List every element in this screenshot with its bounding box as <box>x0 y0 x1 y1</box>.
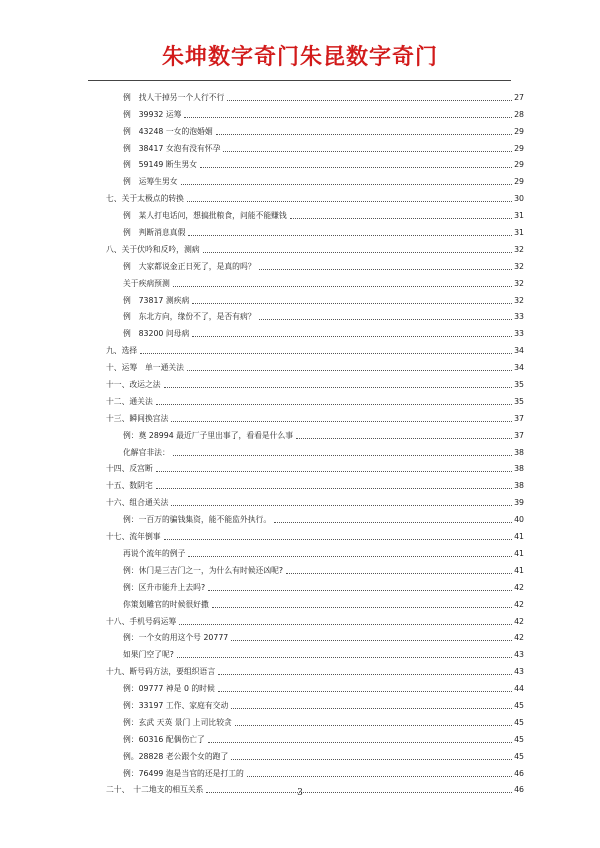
toc-entry-label: 例 某人打电话问，想搞批粮食，问能不能赚钱 <box>123 211 287 221</box>
dot-leader <box>184 116 512 118</box>
toc-entry[interactable] <box>106 745 524 762</box>
toc-entry[interactable] <box>106 137 524 154</box>
dot-leader <box>188 234 512 236</box>
toc-entry-label: 例 38417 女泡有没有怀孕 <box>123 143 221 153</box>
toc-entry-page: 30 <box>514 194 524 204</box>
toc-entry-page: 32 <box>514 295 524 305</box>
dot-leader <box>171 504 512 506</box>
toc-entry-label: 例 39932 运筹 <box>123 109 182 119</box>
toc-entry-page: 40 <box>514 515 524 525</box>
dot-leader <box>188 555 512 557</box>
toc-entry[interactable] <box>106 525 524 542</box>
dot-leader <box>164 386 512 388</box>
toc-entry[interactable] <box>106 762 524 779</box>
toc-entry-page: 35 <box>514 396 524 406</box>
toc-entry-label: 例 判断消息真假 <box>123 228 186 238</box>
dot-leader <box>290 217 512 219</box>
toc-entry-page: 32 <box>514 261 524 271</box>
dot-leader <box>173 285 512 287</box>
toc-entry-page: 45 <box>514 751 524 761</box>
toc-entry-page: 41 <box>514 548 524 558</box>
toc-entry-label: 例 找人干掉另一个人行不行 <box>123 92 225 102</box>
toc-entry-label: 如果门空了呢? <box>123 650 174 660</box>
header-rule <box>88 80 511 81</box>
toc-entry-label: 例 大家都说金正日死了，是真的吗？ <box>123 261 256 271</box>
toc-entry-page: 37 <box>514 413 524 423</box>
toc-entry-label: 十七、流年倒事 <box>106 532 161 542</box>
toc-entry-label: 例：一个女的用这个号 20777 <box>123 633 229 643</box>
dot-leader <box>274 521 512 523</box>
toc-entry-page: 42 <box>514 599 524 609</box>
toc-entry[interactable] <box>106 474 524 491</box>
toc-entry[interactable] <box>106 356 524 373</box>
toc-entry-label: 关于疾病预测 <box>123 278 170 288</box>
toc-entry[interactable] <box>106 306 524 323</box>
toc-entry-label: 十三、瞬间换宫法 <box>106 413 169 423</box>
dot-leader <box>231 707 512 709</box>
dot-leader <box>181 183 512 185</box>
dot-leader <box>179 623 512 625</box>
toc-entry-label: 例 73817 测疾病 <box>123 295 190 305</box>
toc-entry[interactable] <box>106 458 524 475</box>
dot-leader <box>286 572 512 574</box>
page-number: 3 <box>297 788 303 798</box>
toc-entry-label: 二十、 十二地支的相互关系 <box>106 785 204 795</box>
dot-leader <box>156 487 512 489</box>
dot-leader <box>212 606 512 608</box>
toc-entry[interactable] <box>106 643 524 660</box>
toc-entry[interactable] <box>106 424 524 441</box>
toc-entry-label: 例：60316 配偶伤亡了 <box>123 734 205 744</box>
dot-leader <box>216 133 512 135</box>
toc-entry-page: 41 <box>514 532 524 542</box>
toc-entry[interactable] <box>106 677 524 694</box>
dot-leader <box>171 420 512 422</box>
toc-entry-page: 42 <box>514 582 524 592</box>
toc-entry[interactable] <box>106 491 524 508</box>
toc-entry-page: 45 <box>514 717 524 727</box>
toc-entry-page: 35 <box>514 380 524 390</box>
dot-leader <box>296 437 512 439</box>
dot-leader <box>231 758 512 760</box>
dot-leader <box>218 690 512 692</box>
toc-entry[interactable] <box>106 508 524 525</box>
toc-entry-page: 39 <box>514 498 524 508</box>
toc-entry-label: 十九、断号码方法，要组织语言 <box>106 667 216 677</box>
toc-entry-page: 29 <box>514 160 524 170</box>
toc-entry-page: 46 <box>514 785 524 795</box>
dot-leader <box>259 318 512 320</box>
toc-entry-page: 43 <box>514 650 524 660</box>
toc-entry-page: 38 <box>514 447 524 457</box>
dot-leader <box>235 724 512 726</box>
toc-entry-page: 45 <box>514 734 524 744</box>
toc-entry-label: 九、选择 <box>106 346 138 356</box>
toc-entry-label: 例。28828 老公跟个女的跑了 <box>123 751 229 761</box>
toc-entry[interactable] <box>106 542 524 559</box>
toc-entry[interactable] <box>106 559 524 576</box>
toc-entry-label: 例 运筹生男女 <box>123 177 178 187</box>
dot-leader <box>247 775 512 777</box>
toc-entry[interactable] <box>106 86 524 103</box>
dot-leader <box>208 589 512 591</box>
toc-entry[interactable] <box>106 187 524 204</box>
dot-leader <box>231 639 512 641</box>
toc-entry-page: 32 <box>514 244 524 254</box>
toc-entry-label: 十、运筹 单一通关法 <box>106 363 184 373</box>
toc-entry[interactable] <box>106 390 524 407</box>
dot-leader <box>218 673 512 675</box>
toc-entry-page: 43 <box>514 667 524 677</box>
toc-entry-label: 十八、手机号码运筹 <box>106 616 177 626</box>
toc-entry[interactable] <box>106 694 524 711</box>
toc-entry[interactable] <box>106 170 524 187</box>
toc-entry-label: 化解官非法： <box>123 447 170 457</box>
dot-leader <box>192 302 512 304</box>
toc-entry-label: 十二、通关法 <box>106 396 153 406</box>
toc-entry-page: 37 <box>514 430 524 440</box>
dot-leader <box>259 268 512 270</box>
toc-entry[interactable] <box>106 322 524 339</box>
toc-entry[interactable] <box>106 154 524 171</box>
toc-entry-label: 例：奠 28994 最近厂子里出事了，看看是什么事 <box>123 430 294 440</box>
toc-entry-label: 例：一百万的骗钱集资，能不能监外执行。 <box>123 515 272 525</box>
toc-entry[interactable] <box>106 238 524 255</box>
toc-entry-page: 32 <box>514 278 524 288</box>
toc-entry[interactable] <box>106 103 524 120</box>
toc-entry-label: 八、关于伏吟和反吟，测病 <box>106 244 200 254</box>
toc-entry-page: 33 <box>514 312 524 322</box>
dot-leader <box>164 538 512 540</box>
dot-leader <box>227 99 512 101</box>
dot-leader <box>208 741 512 743</box>
toc-entry[interactable] <box>106 711 524 728</box>
dot-leader <box>140 352 512 354</box>
toc-entry[interactable] <box>106 255 524 272</box>
dot-leader <box>187 369 512 371</box>
toc-entry[interactable] <box>106 728 524 745</box>
toc-entry-label: 十五、数阴宅 <box>106 481 153 491</box>
toc-entry-page: 34 <box>514 346 524 356</box>
toc-entry-label: 例 东北方向，缘份不了，是否有病？ <box>123 312 256 322</box>
toc-entry-label: 例：09777 神是 0 的时候 <box>123 684 215 694</box>
dot-leader <box>200 166 512 168</box>
toc-entry-label: 例：玄武 天英 景门 上司比较贪 <box>123 717 232 727</box>
toc-entry-label: 例 43248 一女的泡婚姻 <box>123 126 213 136</box>
toc-entry-page: 29 <box>514 126 524 136</box>
toc-entry-label: 例：区升市能升上去吗? <box>123 582 206 592</box>
toc-entry-page: 38 <box>514 464 524 474</box>
toc-entry[interactable] <box>106 627 524 644</box>
toc-entry-page: 41 <box>514 565 524 575</box>
dot-leader <box>203 251 512 253</box>
dot-leader <box>156 470 512 472</box>
dot-leader <box>223 150 512 152</box>
toc-entry[interactable] <box>106 339 524 356</box>
dot-leader <box>177 656 512 658</box>
toc-entry-label: 十六、组合通关法 <box>106 498 169 508</box>
toc-entry-page: 34 <box>514 363 524 373</box>
dot-leader <box>156 403 512 405</box>
dot-leader <box>192 335 512 337</box>
toc-entry[interactable] <box>106 660 524 677</box>
toc-entry-page: 46 <box>514 768 524 778</box>
toc-entry[interactable] <box>106 593 524 610</box>
toc-entry[interactable] <box>106 289 524 306</box>
toc-entry-page: 31 <box>514 228 524 238</box>
table-of-contents <box>106 86 524 795</box>
toc-entry[interactable] <box>106 204 524 221</box>
toc-entry[interactable] <box>106 272 524 289</box>
toc-entry-label: 十四、反宫断 <box>106 464 153 474</box>
toc-entry[interactable] <box>106 373 524 390</box>
toc-entry[interactable] <box>106 407 524 424</box>
toc-entry-label: 再说个流年的例子 <box>123 548 186 558</box>
toc-entry[interactable] <box>106 576 524 593</box>
toc-entry[interactable] <box>106 120 524 137</box>
toc-entry-page: 45 <box>514 700 524 710</box>
toc-entry-page: 33 <box>514 329 524 339</box>
page-title: 朱坤数字奇门朱昆数字奇门 <box>161 45 438 70</box>
toc-entry-label: 例：33197 工作、家庭有交动 <box>123 700 229 710</box>
toc-entry[interactable] <box>106 221 524 238</box>
toc-entry-label: 你策划雕官的时候很好撒 <box>123 599 209 609</box>
toc-entry-page: 38 <box>514 481 524 491</box>
dot-leader <box>173 454 512 456</box>
toc-entry-page: 31 <box>514 211 524 221</box>
toc-entry-page: 29 <box>514 143 524 153</box>
toc-entry-page: 29 <box>514 177 524 187</box>
toc-entry-label: 十一、改运之法 <box>106 380 161 390</box>
toc-entry[interactable] <box>106 610 524 627</box>
toc-entry-page: 27 <box>514 92 524 102</box>
toc-entry-label: 例：休门是三吉门之一，为什么有时候还凶呢? <box>123 565 284 575</box>
toc-entry-label: 例 83200 问母病 <box>123 329 190 339</box>
toc-entry-page: 44 <box>514 684 524 694</box>
toc-entry-label: 例：76499 泡是当官的还是打工的 <box>123 768 244 778</box>
toc-entry-label: 七、关于太极点的转换 <box>106 194 184 204</box>
toc-entry-label: 例 59149 断生男女 <box>123 160 198 170</box>
toc-entry-page: 42 <box>514 616 524 626</box>
toc-entry-page: 42 <box>514 633 524 643</box>
dot-leader <box>187 200 512 202</box>
toc-entry[interactable] <box>106 441 524 458</box>
toc-entry-page: 28 <box>514 109 524 119</box>
